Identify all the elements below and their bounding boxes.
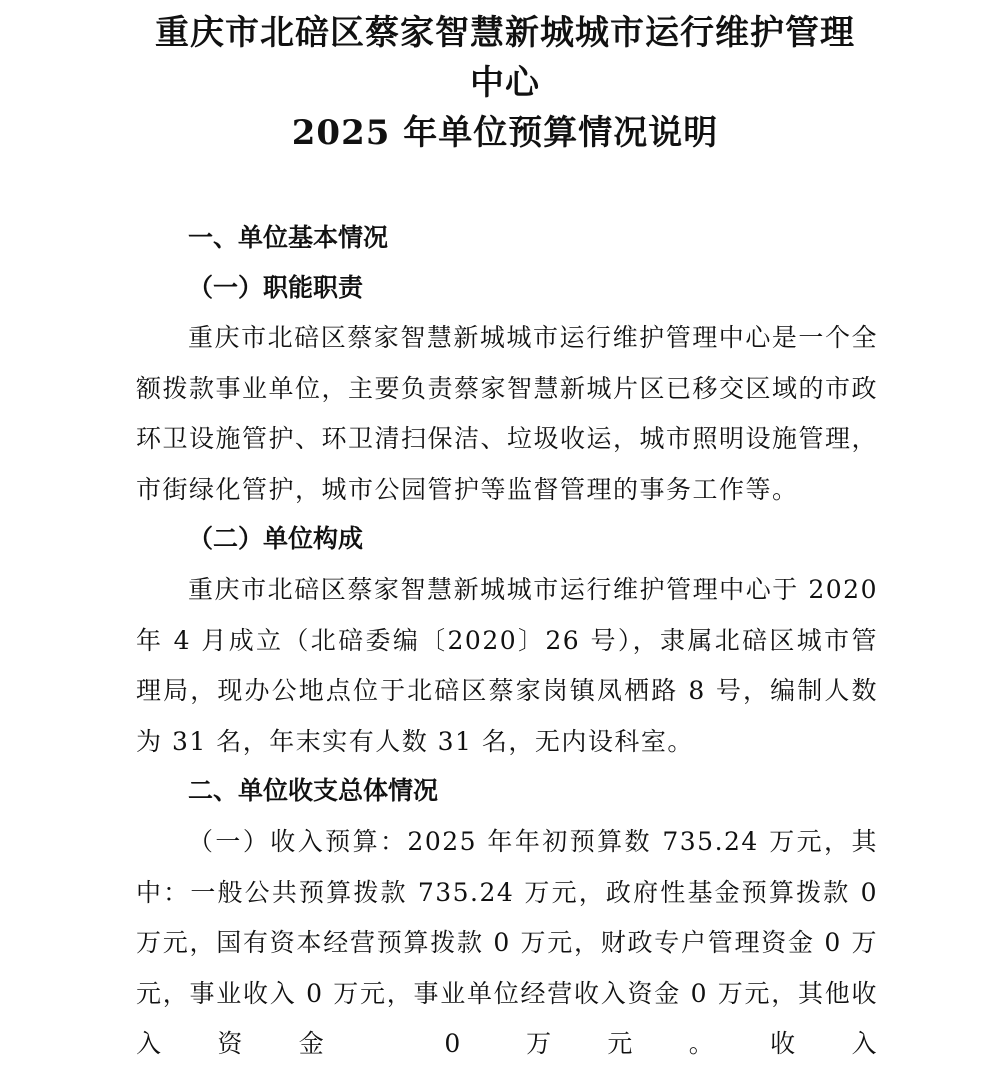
section2-heading: 二、单位收支总体情况 [188, 776, 439, 805]
document-title-line2: 中心 [470, 63, 540, 103]
document-title-line3: 2025 年单位预算情况说明 [291, 113, 719, 153]
section1-heading: 一、单位基本情况 [188, 223, 389, 252]
document-title-line1: 重庆市北碚区蔡家智慧新城城市运行维护管理 [155, 13, 855, 53]
section1-sub1-heading: （一）职能职责 [188, 273, 364, 302]
section1-sub1-paragraph: 重庆市北碚区蔡家智慧新城城市运行维护管理中心是一个全额拨款事业单位，主要负责蔡家智慧新城片区已移交区域的市政环卫设施管护、环卫清扫保洁、垃圾收运，城市照明设施管理，市街绿化管护，城市公园管护等监督管理的事务工作等。 [136, 323, 879, 504]
section1-sub2-heading: （二）单位构成 [188, 524, 364, 553]
section2-sub1-paragraph: （一）收入预算：2025 年年初预算数 735.24 万元，其中：一般公共预算拨款 735.24 万元，政府性基金预算拨款 0 万元，国有资本经营预算拨款 0 万元，财政专户管理资金 0 万元，事业收入 0 万元，事业单位经营收入资金 0 万元，其他收入资金 0 万元。收入 [136, 827, 878, 1058]
section1-sub2-paragraph: 重庆市北碚区蔡家智慧新城城市运行维护管理中心于 2020 年 4 月成立（北碚委编〔2020〕26 号），隶属北碚区城市管理局，现办公地点位于北碚区蔡家岗镇凤栖路 8 号，编制人数为 31 名，年末实有人数 31 名，无内设科室。 [136, 575, 878, 756]
